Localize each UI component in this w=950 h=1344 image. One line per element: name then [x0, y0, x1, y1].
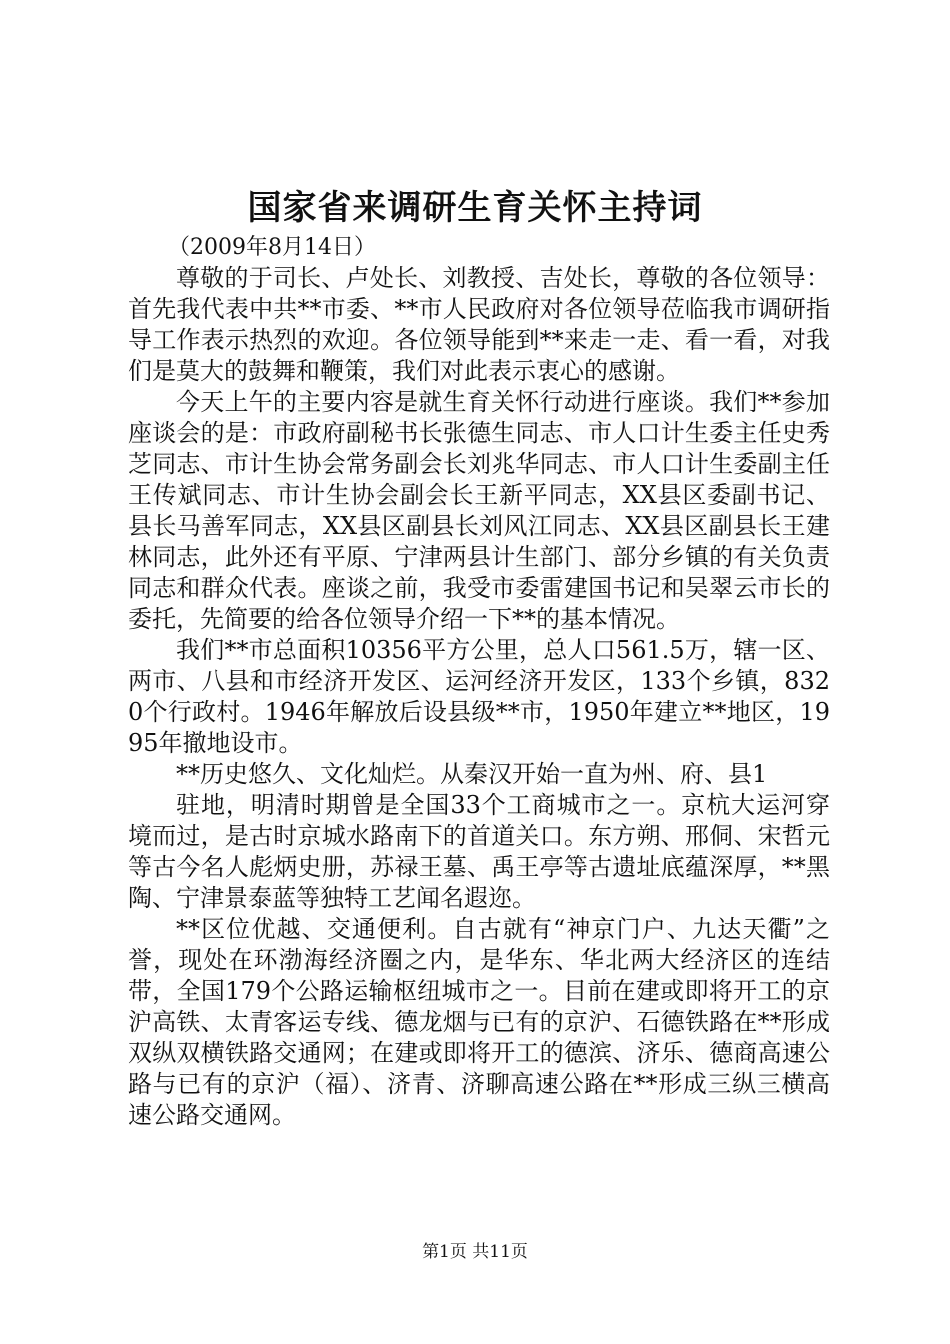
paragraph-location: **区位优越、交通便利。自古就有“神京门户、九达天衢”之誉，现处在环渤海经济圈之内，是华东、华北两大经济区的连结带，全国179个公路运输枢纽城市之一。目前在建或即将开工的京沪高铁、太青客运专线、德龙烟与已有的京沪、石德铁路在**形成双纵双横铁路交通网；在建或即将开工的德滨、济乐、德商高速公路与已有的京沪（福）、济青、济聊高速公路在**形成三纵三横高速公路交通网。 [128, 915, 830, 1129]
paragraph-history-heading: **历史悠久、文化灿烂。从秦汉开始一直为州、府、县1 [176, 760, 768, 788]
paragraph-greeting: 尊敬的于司长、卢处长、刘教授、吉处长，尊敬的各位领导：首先我代表中共**市委、**市人民政府对各位领导莅临我市调研指导工作表示热烈的欢迎。各位领导能到**来走一走、看一看，对我们是莫大的鼓舞和鞭策，我们对此表示衷心的感谢。 [128, 264, 830, 385]
document-title: 国家省来调研生育关怀主持词 [247, 188, 703, 228]
paragraph-attendees: 今天上午的主要内容是就生育关怀行动进行座谈。我们**参加座谈会的是：市政府副秘书长张德生同志、市人口计生委主任史秀芝同志、市计生协会常务副会长刘兆华同志、市人口计生委副主任王传斌同志、市计生协会副会长王新平同志，XX县区委副书记、县长马善军同志，XX县区副县长刘风江同志、XX县区副县长王建林同志，此外还有平原、宁津两县计生部门、部分乡镇的有关负责同志和群众代表。座谈之前，我受市委雷建国书记和吴翠云市长的委托，先简要的给各位领导介绍一下**的基本情况。 [128, 388, 830, 633]
paragraph-history: 驻地，明清时期曾是全国33个工商城市之一。京杭大运河穿境而过，是古时京城水路南下的首道关口。东方朔、邢侗、宋哲元等古今名人彪炳史册，苏禄王墓、禹王亭等古遗址底蕴深厚，**黑陶、宁津景泰蓝等独特工艺闻名遐迩。 [128, 791, 830, 912]
paragraph-overview: 我们**市总面积10356平方公里，总人口561.5万，辖一区、两市、八县和市经济开发区、运河经济开发区，133个乡镇，8320个行政村。1946年解放后设县级**市，1950年建立**地区，1995年撤地设市。 [128, 636, 830, 757]
document-date: （2009年8月14日） [168, 235, 376, 260]
document-body [128, 232, 830, 1131]
page-footer: 第1页 共11页 [422, 1242, 528, 1262]
